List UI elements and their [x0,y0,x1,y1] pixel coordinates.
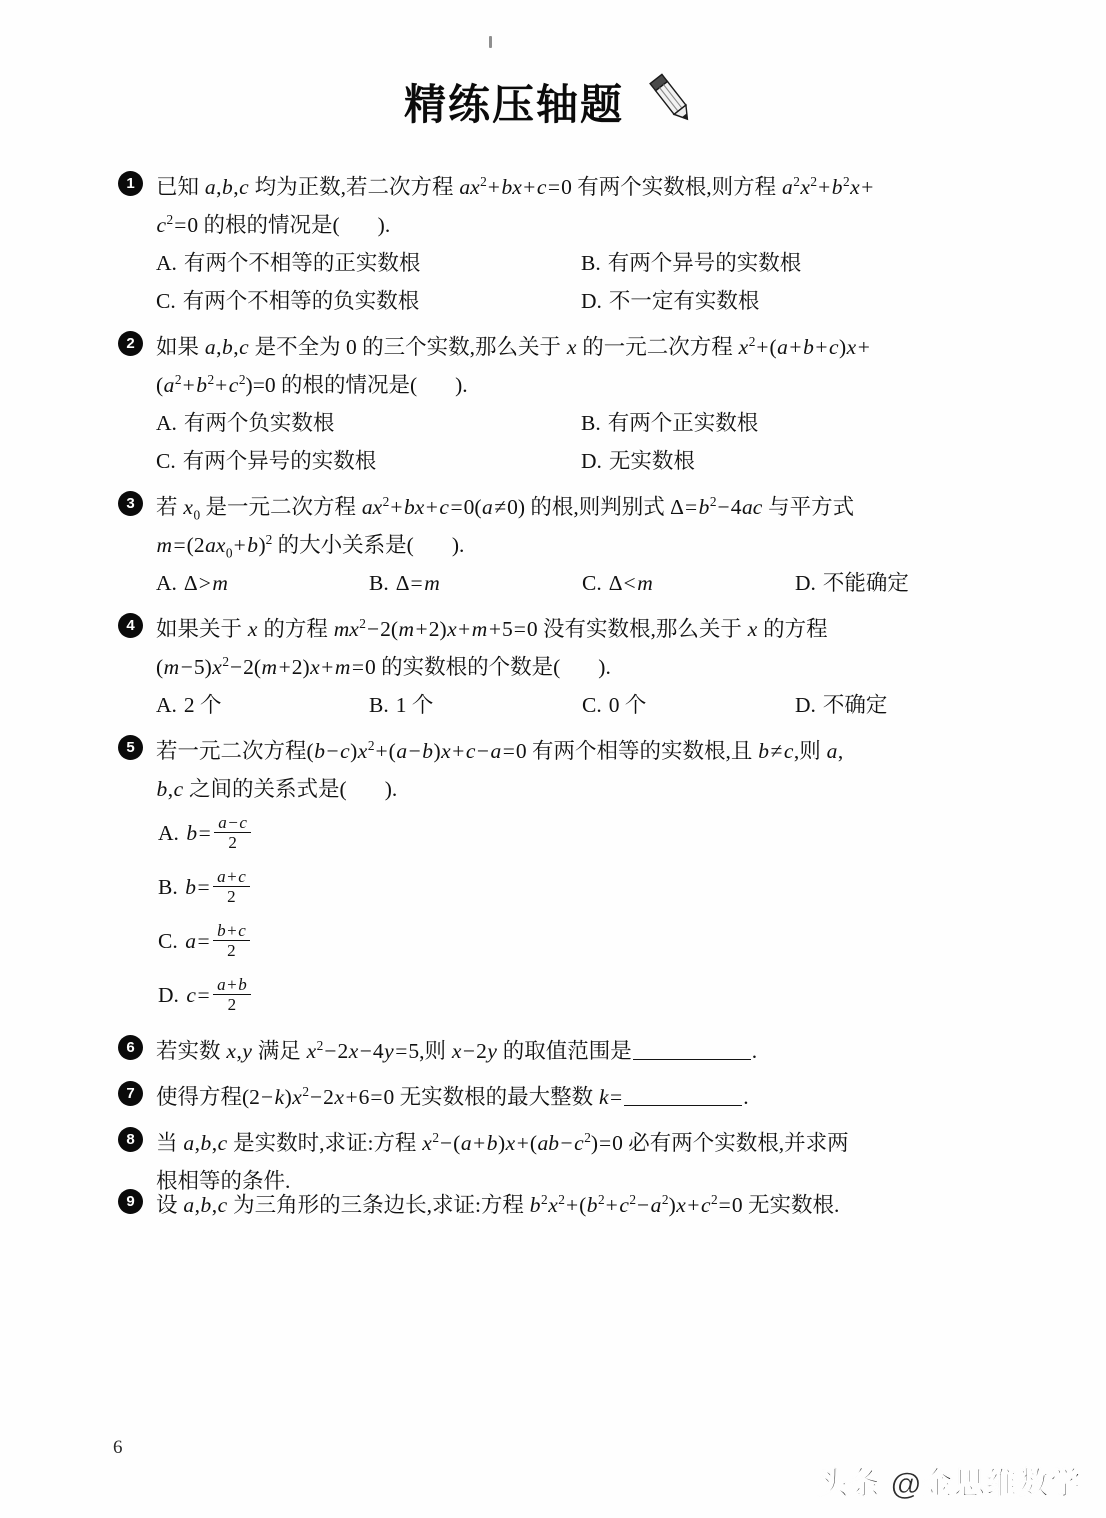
question-1 [118,168,1030,320]
question-number-badge: 5 [118,735,143,760]
question-8-line-1: 当 a,b,c 是实数时,求证:方程 $x^2-(a+b)x+(ab-c^2)=0$ 必有两个实数根,并求两 [156,1129,849,1155]
option-d[interactable]: D. c= $\frac{a+b}{2}$ [158,968,371,1022]
question-9-container [118,1186,1030,1232]
question-5 [118,732,1030,1024]
question-1-options-row-2 [156,282,1030,320]
option-a[interactable]: A. 2 个 [156,693,222,717]
pencil-icon [640,70,702,128]
question-2-line-1: 如果 a,b,c 是不全为 0 的三个实数,那么关于 x 的一元二次方程 $x^2+(a+b+c)x+$ [156,333,870,359]
option-d[interactable]: D. 不确定 [795,693,888,717]
question-2-options-row-1 [156,404,1030,442]
option-c[interactable]: C. a= $\frac{b+c}{2}$ [158,914,371,968]
question-1-line-1: 已知 a,b,c 均为正数,若二次方程 $ax^2+bx+c=0$ 有两个实数根,则方程 $a^2x^2+b^2x+$ [156,173,874,199]
watermark: 头条 @金思维数学 [817,1466,1082,1501]
option-c[interactable]: C. 有两个异号的实数根 [156,449,377,473]
question-number-badge: 9 [118,1189,143,1214]
page-header [0,68,1106,126]
option-b[interactable]: B. Δ=m [369,571,440,595]
question-9 [118,1186,1030,1224]
question-number-badge: 3 [118,491,143,516]
answer-blank[interactable] [624,1087,742,1106]
option-a[interactable]: A. 有两个不相等的正实数根 [156,251,421,275]
question-2 [118,328,1030,480]
option-b[interactable]: B. b= $\frac{a+c}{2}$ [158,860,371,914]
option-a[interactable]: A. 有两个负实数根 [156,411,335,435]
question-9-line-1: 设 a,b,c 为三角形的三条边长,求证:方程 $b^2x^2+(b^2+c^2-a^2)x+c^2=0$ 无实数根. [156,1191,840,1217]
option-b[interactable]: B. 有两个正实数根 [581,411,759,435]
question-number-badge: 8 [118,1127,143,1152]
page-number: 6 [113,1437,123,1458]
question-3-options-row [156,564,1030,602]
question-7-line-1: 使得方程$(2-k)x^2-2x+6=0$ 无实数根的最大整数 k= . [156,1083,749,1109]
scan-artifact-speck [489,36,492,48]
answer-blank[interactable] [633,1041,751,1060]
option-a[interactable]: A. b= $\frac{a-c}{2}$ [158,806,371,860]
option-a[interactable]: A. Δ>m [156,571,228,595]
option-c[interactable]: C. Δ<m [582,571,653,595]
questions-container [118,168,1030,1208]
question-3-line-2: $m=(2ax_0+b)^2$ 的大小关系是( ). [156,531,465,561]
option-b[interactable]: B. 1 个 [369,693,434,717]
option-d[interactable]: D. 不能确定 [795,571,909,595]
option-d[interactable]: D. 不一定有实数根 [581,289,760,313]
question-6-line-1: 若实数 x,y 满足 $x^2-2x-4y=5$,则 x−2y 的取值范围是 . [156,1037,758,1063]
option-b[interactable]: B. 有两个异号的实数根 [581,251,802,275]
question-number-badge: 1 [118,171,143,196]
question-1-options-row-1 [156,244,1030,282]
question-5-line-1: 若一元二次方程$(b-c)x^2+(a-b)x+c-a=0$ 有两个相等的实数根,且 b≠c,则 a, [156,737,844,763]
question-number-badge: 6 [118,1035,143,1060]
option-d[interactable]: D. 无实数根 [581,449,695,473]
page-title: 精练压轴题 [403,81,624,128]
option-c[interactable]: C. 有两个不相等的负实数根 [156,289,420,313]
question-6 [118,1032,1030,1070]
question-4 [118,610,1030,724]
question-7 [118,1078,1030,1116]
question-5-options-row [158,806,371,1022]
question-8-line-2: 根相等的条件. [156,1169,291,1193]
question-1-line-2: $c^2=0$ 的根的情况是( ). [156,211,391,237]
question-5-line-2: b,c 之间的关系式是( ). [156,777,398,801]
question-number-badge: 2 [118,331,143,356]
question-4-line-2: $(m-5)x^2-2(m+2)x+m=0$ 的实数根的个数是( ). [156,653,611,679]
question-4-options-row [156,686,1030,724]
question-3 [118,488,1030,602]
question-4-line-1: 如果关于 x 的方程 $mx^2-2(m+2)x+m+5=0$ 没有实数根,那么关于 x 的方程 [156,615,828,641]
question-3-line-1: 若 $x_0$ 是一元二次方程 $ax^2+bx+c=0(a\ne 0)$ 的根,则判别式 $\Delta=b^2-4ac$ 与平方式 [156,493,855,523]
question-number-badge: 4 [118,613,143,638]
question-number-badge: 7 [118,1081,143,1106]
option-c[interactable]: C. 0 个 [582,693,647,717]
question-2-line-2: $(a^2+b^2+c^2)=0$ 的根的情况是( ). [156,371,468,397]
question-2-options-row-2 [156,442,1030,480]
